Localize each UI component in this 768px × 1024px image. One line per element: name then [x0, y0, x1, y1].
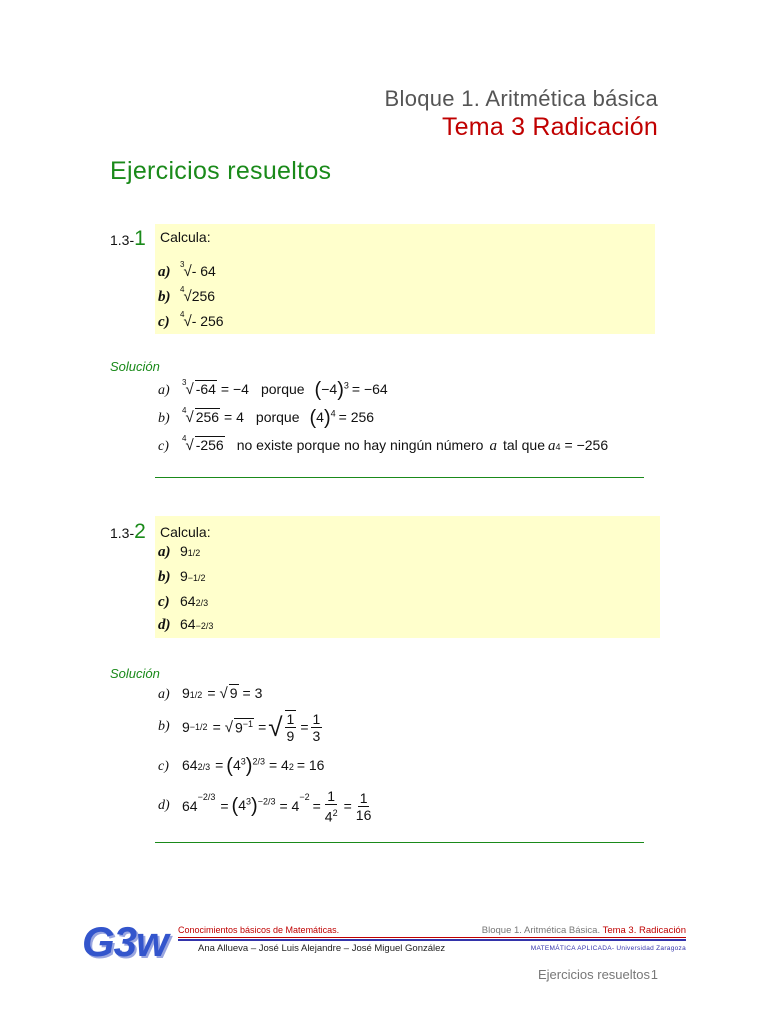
power-base: 64 [182, 757, 198, 773]
power-expression: $(-4)^3$ [314, 379, 349, 401]
power-exponent: −2 [299, 792, 310, 802]
equation-rhs: = −256 [564, 437, 609, 453]
power-exponent: −2/3 [195, 621, 214, 631]
equals: = [207, 685, 216, 701]
exercise-item [158, 543, 200, 561]
result: = 4 [224, 409, 244, 425]
numerator: 1 [312, 710, 321, 727]
explanation-text: tal que [502, 437, 545, 453]
exercise-2-number [110, 520, 146, 544]
calcula-label: Calcula: [160, 524, 211, 540]
footer-page-label: Ejercicios resueltos [538, 967, 650, 982]
footer-bloque: Bloque 1. Aritmética Básica. [481, 925, 601, 936]
root-index: 4 [182, 434, 187, 443]
exercise-item [158, 260, 216, 281]
item-label: c) [158, 439, 169, 454]
radicand: - 64 [191, 263, 216, 279]
solution-row [158, 710, 324, 744]
exercise-item [158, 616, 213, 634]
radicand: 9 [229, 685, 238, 701]
equation-rhs: = 4 [279, 798, 300, 815]
result: = −4 [220, 381, 249, 397]
numerator: 1 [286, 711, 295, 727]
item-label: d) [158, 798, 170, 814]
equation-rhs: = 16 [296, 757, 325, 773]
item-label: a) [158, 264, 171, 280]
variable: a [489, 438, 497, 454]
g3w-logo: G3w [82, 918, 168, 965]
denominator: 16 [355, 806, 372, 823]
numerator: 1 [359, 789, 368, 806]
root-index: 4 [182, 406, 187, 415]
solution-label: Solución [110, 666, 160, 681]
denominator: 3 [312, 727, 321, 744]
power-expression: $(4^3)^{-2/3}$ [231, 794, 276, 817]
item-label: b) [158, 289, 171, 305]
power-base: −4 [321, 381, 338, 397]
divider [155, 842, 644, 843]
power-exponent: 4 [330, 408, 336, 419]
power-expression: $(4^3)^{2/3}$ [226, 755, 265, 777]
power-base: 4 [238, 796, 247, 813]
exercise-num: 1 [134, 227, 146, 250]
variable: a [548, 438, 556, 454]
power-exponent: −2/3 [257, 796, 276, 807]
root-index: 4 [180, 285, 185, 294]
radical [182, 378, 217, 398]
power-base: 9 [180, 568, 188, 584]
power-base: 9 [180, 543, 188, 559]
radical-sign-icon: √ [183, 313, 192, 330]
solution-row [158, 406, 374, 430]
radical-sign-icon: √ [183, 288, 192, 305]
footer-rule-blue [178, 939, 686, 941]
power-exponent: −1/2 [189, 722, 208, 732]
radical [182, 406, 220, 426]
exercise-2-box [155, 516, 660, 638]
exercise-prefix: 1.3- [110, 232, 135, 248]
footer-authors: Ana Allueva – José Luis Alejandre – José Miguel González [198, 943, 446, 954]
item-label: b) [158, 719, 170, 734]
radicand: - 256 [191, 313, 224, 329]
exercise-1-box [155, 224, 655, 334]
root-index: 4 [180, 310, 185, 319]
header-bloque: Bloque 1. Aritmética básica [384, 86, 658, 111]
footer-rule-red [178, 937, 686, 938]
equation-rhs: = 256 [338, 409, 375, 425]
footer-department: MATEMÁTICA APLICADA- Universidad Zaragoza [530, 945, 686, 952]
power-base: 4 [232, 757, 241, 773]
solution-row [158, 434, 608, 455]
item-label: a) [158, 687, 170, 702]
power-exponent: −1 [242, 719, 254, 730]
item-label: a) [158, 544, 171, 560]
exercise-1-number [110, 227, 146, 251]
equals: = [258, 719, 267, 735]
equals: = [220, 798, 229, 815]
item-label: c) [158, 759, 169, 774]
power-base: 64 [182, 798, 198, 815]
power-exponent: −2/3 [197, 792, 216, 802]
exercise-item [158, 568, 206, 586]
fraction [311, 711, 323, 744]
power-exponent: 2/3 [195, 598, 209, 608]
power-base: 64 [180, 616, 196, 632]
page-number: 1 [650, 967, 658, 982]
footer-course: Conocimientos básicos de Matemáticas. [178, 925, 340, 935]
radicand: 256 [195, 409, 220, 425]
power-exponent: 2 [332, 808, 338, 818]
radicand: -64 [195, 381, 216, 397]
radical [182, 434, 225, 454]
item-label: a) [158, 383, 170, 398]
radicand [234, 718, 254, 736]
equals: = [300, 719, 309, 735]
item-label: b) [158, 411, 170, 426]
section-title: Ejercicios resueltos [110, 157, 332, 185]
equals: = [212, 719, 221, 735]
item-label: d) [158, 617, 171, 633]
calcula-label: Calcula: [160, 229, 211, 245]
equation-rhs: = 4 [268, 757, 289, 773]
item-label: c) [158, 594, 170, 610]
radical-sign-icon: √ [268, 711, 283, 742]
porque-text: porque [260, 381, 305, 397]
solution-row [158, 378, 388, 402]
radical [180, 285, 215, 305]
fraction [323, 788, 340, 825]
exercise-item [158, 310, 224, 331]
power-exponent: 2 [288, 762, 294, 772]
exercise-num: 2 [134, 520, 146, 543]
solution-row [158, 755, 324, 778]
divider [155, 477, 644, 478]
power-base: 4 [324, 808, 333, 825]
solution-row [158, 788, 375, 825]
root-index: 3 [182, 378, 187, 387]
numerator: 1 [327, 788, 336, 804]
radical-sign-icon: √ [185, 409, 194, 426]
radical-sign-icon: √ [183, 263, 192, 280]
power-exponent: 1/2 [187, 548, 201, 558]
porque-text: porque [255, 409, 300, 425]
item-label: c) [158, 314, 170, 330]
radical-sign-icon: √ [185, 437, 194, 454]
power-base: 9 [235, 719, 243, 736]
power-exponent: −1/2 [187, 573, 206, 583]
equals: = [312, 798, 321, 815]
radical-sign-icon: √ [185, 381, 194, 398]
radical-sign-icon: √ [224, 718, 233, 736]
solution-label: Solución [110, 359, 160, 374]
header-tema: Tema 3 Radicación [441, 113, 658, 141]
equation-rhs: = 3 [242, 685, 263, 701]
solution-row [158, 684, 262, 703]
equals: = [343, 798, 352, 815]
radical [180, 310, 224, 330]
power-exponent: 2/3 [252, 756, 265, 767]
power-base: 9 [182, 719, 190, 735]
radical-sign-icon: √ [219, 685, 228, 702]
fraction [354, 790, 374, 823]
power-exponent: 4 [555, 442, 561, 452]
root-index: 3 [180, 260, 185, 269]
power-exponent: 3 [343, 380, 349, 391]
item-label: b) [158, 569, 171, 585]
denominator: 9 [286, 728, 295, 744]
radical [180, 260, 216, 280]
footer-topic [482, 925, 686, 936]
power-base: 64 [180, 593, 196, 609]
power-base: 9 [182, 685, 190, 701]
power-expression: $(4)^4$ [309, 407, 336, 429]
exercise-item [158, 593, 208, 611]
denominator [323, 805, 340, 825]
power-exponent: 3 [240, 756, 246, 767]
exercise-item [158, 285, 215, 306]
power-exponent: 2/3 [197, 762, 211, 772]
fraction [285, 710, 297, 744]
power-base: 4 [316, 409, 324, 425]
power-exponent: 3 [246, 796, 252, 807]
power-exponent: 1/2 [189, 690, 203, 700]
radicand: 256 [191, 288, 216, 304]
exercise-prefix: 1.3- [110, 525, 135, 541]
equation-rhs: = −64 [351, 381, 388, 397]
footer-tema: Tema 3. Radicación [602, 925, 686, 936]
equals: = [215, 757, 224, 773]
radicand: -256 [195, 437, 224, 453]
explanation-text: no existe porque no hay ningún número [236, 437, 484, 453]
